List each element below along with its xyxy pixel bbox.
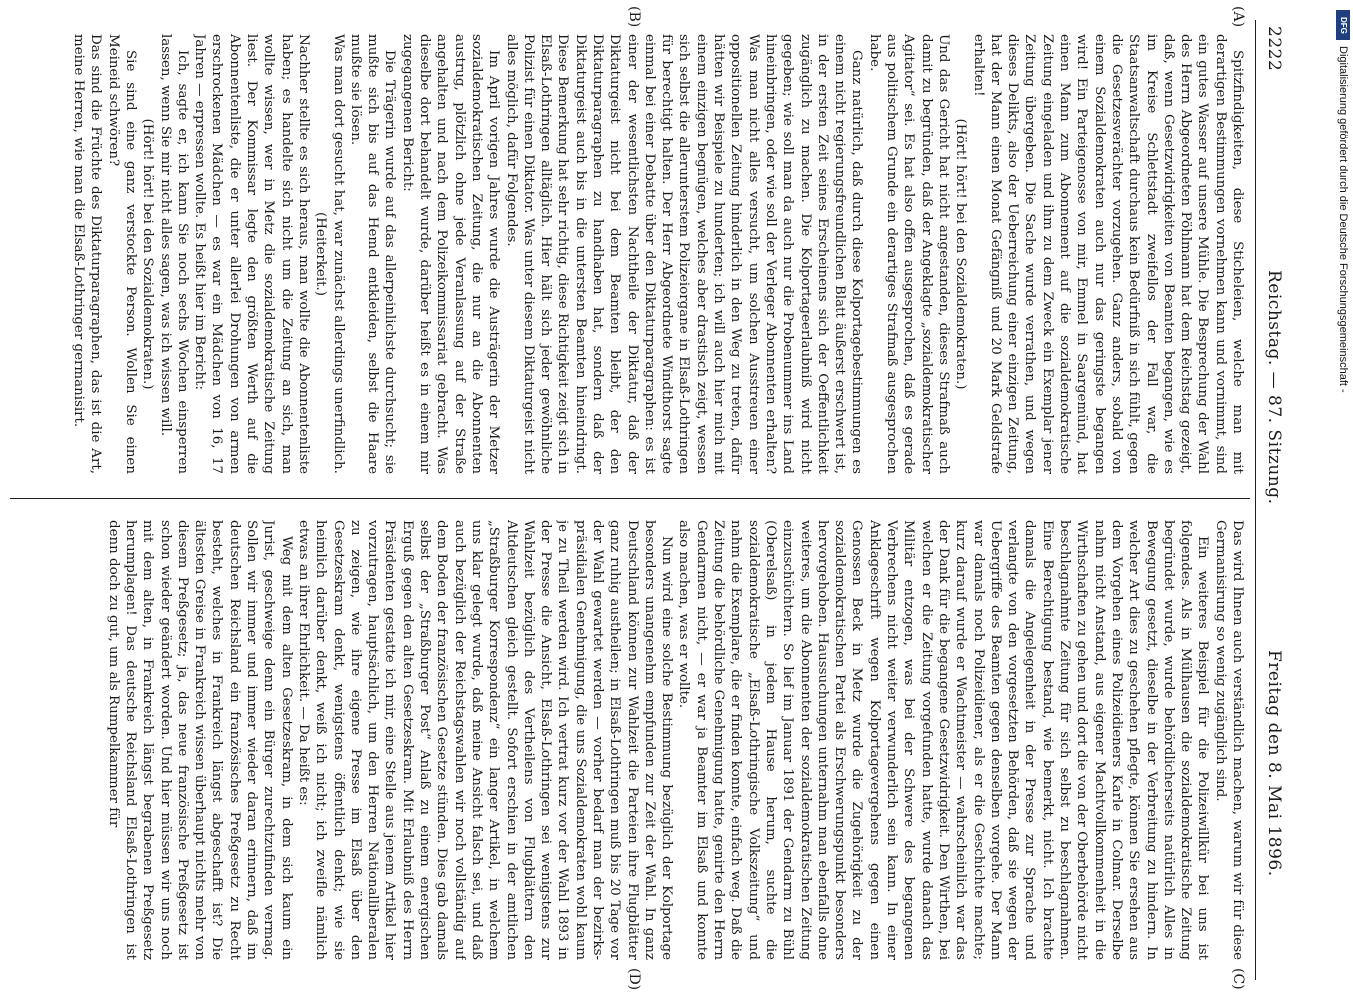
paragraph: Was man dort gesucht hat, war zunächst allerdings unerfindlich. bbox=[330, 34, 346, 474]
paragraph: (Heiterkeit.) bbox=[313, 212, 329, 296]
paragraph: Ein weiteres Beispiel für die Polizeiwillkür bei uns ist folgendes. Als in Mülhausen die sozialdemokratische Zeitung begründet wurde, wurde behördlicherseits natürlich Alles in Bewegung gesetzt, dieselbe in der Verbreitung zu hindern. In welcher Art dies zu geschehen pflegte, können Sie ersehen aus dem Vorgehen eines Polizeidieners Karle in Colmar. Derselbe nahm nicht Anstand, aus eigener Machtvollkommenheit in die Wirthschaften zu gehen und dort die von der Oberbehörde nicht beschlagnahmte Zeitung für sich selbst zu beschlagnahmen. Eine Berechtigung bestand, wie bemerkt, nicht. Ich brachte damals die Angelegenheit in der Presse zur Sprache und verlangte von den vorgesetzten Behörden, daß sie wegen der Uebergriffe des Beamten gegen denselben vorgehe. Der Mann war damals noch Polizeidiener, als er die Geschichte machte; kurz darauf wurde er Wachtmeister — wahrscheinlich war das der Dank für die begangene Gesetzwidrigkeit. Den Wirthen, bei welchen er die Zeitung vorgefunden hatte, wurde danach das Militär entzogen, was bei der Schwere des begangenen Verbrechens nicht weiter verwunderlich sein kann. In einer Anklageschrift wegen Kolportagevergehens gegen einen Genossen Beck in Metz wurde die Zugehörigkeit zu der sozialdemokratischen Partei als Erschwerungspunkt besonders hervorgehoben. Haussuchungen unternahm man ebenfalls ohne weiteres, um die Abonnenten der sozialdemokratischen Zeitung einzuschüchtern. So lief im Januar 1891 der Gendarm zu Bühl (Oberelsaß) in jedem Hause herum, suchte die sozialdemokratische „Elsaß-Lothringische Volkszeitung“ und nahm die Exemplare, die er finden konnte, einfach weg. Daß die Zeitung die behördliche Genehmigung hatte, genirte den Herrn Gendarmen nicht, — er war ja Beamter im Elsaß und konnte also machen, was er wollte. bbox=[676, 520, 1211, 960]
page-header bbox=[1256, 20, 1290, 980]
paragraph: (Hört! hört! bei den Sozialdemokraten.) bbox=[953, 118, 969, 390]
paragraph: Ich, sagte er, ich kann Sie noch sechs Wochen einsperren lassen, wenn Sie mir nicht alles sagen, was ich wissen will. bbox=[157, 34, 190, 474]
paragraph: Spitzfindigkeiten, diese Sticheleien, welche man mit derartigen Bestimmungen vornehmen kann und vornimmt, sind ein gutes Wasser auf unsere Mühle. Die Besprechung der Wahl des Herrn Abgeordneten Pöhlmann hat dem Reichstag gezeigt, daß, wenn Gesetzwidrigkeiten von Beamten begangen, wie es im Kreise Schlettstadt zweifellos der Fall war, die Staatsanwaltschaft durchaus kein Bedürfniß in sich fühlt, gegen die Gesetzesverächter vorzugehen. Ganz anders, sobald von einem Sozialdemokraten auch nur das geringste begangen wird! Ein Parteigenosse von mir, Emmel in Saargemünd, hat einen Mann zum Abonnement auf die sozialdemokratische Zeitung eingeladen und ihm zu dem Zweck ein Exemplar jener Zeitung übergeben. Die Sache wurde verrathen, und wegen dieses Delikts, also der Ueberreichung einer einzigen Zeitung, hat der Mann einen Monat Gefängniß und 20 Mark Geldstrafe erhalten! bbox=[970, 34, 1245, 474]
page-date: Freitag den 8. Mai 1896. bbox=[1264, 650, 1284, 877]
paragraph: Das wird Ihnen auch verständlich machen, warum wir für diese Germanisirung so wenig zugänglich sind. bbox=[1212, 520, 1245, 960]
dfg-logo: DFG bbox=[1336, 10, 1350, 40]
paragraph: Ganz natürlich, daß durch diese Kolportagebestimmungen es einem nicht regierungsfreundlichen Blatt äußerst erschwert ist, in der ersten Zeit seines Erscheinens sich der Oeffentlichkeit zugänglich zu machen. Die Kolportageerlaubniß wird nicht gegeben; wie soll man da auch nur die Probenummer ins Land hineinbringen, oder wie soll der Verleger Abonnenten erhalten? Was man nicht alles versucht, um solchen Ausstreuen einer oppositionellen Zeitung hinderlich in den Weg zu treten, dafür hätten wir Beispiele zu hunderten; ich will auch hier mich mit einem einzigen begnügen, welches aber drastisch zeigt, wessen sich selbst die allerunterstem Polizeiorgane in Elsaß-Lothringen für berechtigt halten. Der Herr Abgeordnete Windthorst sagte einmal bei einer Debatte über den Diktaturparagraphen: es ist einer der wesentlichsten Nachtheile der Diktatur, daß der Diktaturgeist nicht bei dem Beamten bleibt, der den Diktaturparagraphen zu handhaben hat, sondern daß der Diktaturgeist auch bis in die untersten Beamten hineindringt. Diese Bemerkung hat sehr richtig, diese Richtigkeit zeigt sich in Elsaß-Lothringen alltäglich. Hier hält sich jeder gewöhnliche Polizist für einen Diktator. Was unter diesem Diktaturgeist nicht alles möglich, dafür Folgendes. bbox=[503, 34, 865, 474]
paragraph: Nachher stellte es sich heraus, man wollte die Abonnentenliste haben; es handelte sich nicht um die Zeitung an sich, man wollte wissen, wer in Metz die sozialdemokratische Zeitung liest. Der Kommissar legte den größten Werth auf die Abonnentenliste, die er unter allerlei Drohungen von armen erschrockenen Mädchen — es war ein Mädchen von 16, 17 Jahren — erpressen wollte. Es heißt hier im Bericht: bbox=[192, 34, 311, 474]
margin-mark-c: (C) bbox=[1230, 968, 1246, 990]
page-number: 2222 bbox=[1264, 26, 1284, 72]
paragraph: Weg mit dem alten Gesetzeskram, in dem sich kaum ein Jurist, geschweige denn ein Bürger zurechtzufinden vermag. Sollen wir immer und immer wieder daran erinnern, daß im deutschen Reichsland ein französisches Preßgesetz zu Recht besteht, welches in Frankreich längst abgeschafft ist? Die ältesten Greise in Frankreich wissen überhaupt nichts mehr von diesem Preßgesetz; ja, das neue französische Preßgesetz ist schon wieder geändert worden. Und hier müssen wir uns noch mit dem alten, in Frankreich längst begrabenen Preßgesetz herumplagen! Das deutsche Reichsland Elsaß-Lothringen ist denn doch zu gut, um als Rumpelkammer für bbox=[105, 520, 294, 960]
paragraph: Die Trägerin wurde auf das allerpeinlichste durchsucht; sie mußte sich bis auf das Hemd entkleiden, selbst die Haare mußte sie lösen. bbox=[347, 34, 398, 474]
paragraph: Und das Gericht hat nicht angestanden, dieses Strafmaß auch damit zu begründen, daß der Angeklagte „sozialdemokratischer Agitator“ sei. Es hat also offen ausgesprochen, daß es gerade aus politischem Grunde ein derartiges Strafmaß ausgesprochen habe. bbox=[866, 34, 951, 474]
margin-mark-b: (B) bbox=[626, 6, 642, 28]
margin-mark-d: (D) bbox=[626, 968, 642, 991]
margin-mark-a: (A) bbox=[1230, 6, 1246, 28]
paragraph: Das sind die Früchte des Diktaturparagraphen, das ist die Art, meine Herren, wie man die Elsaß-Lothringer germanisirt. bbox=[71, 34, 104, 474]
page-title: Reichstag. — 87. Sitzung. bbox=[1264, 270, 1284, 505]
header-rule bbox=[1255, 20, 1256, 980]
right-column bbox=[10, 520, 1246, 960]
paragraph: Nun wird eine solche Bestimmung bezüglich der Kolportage besonders unangenehm empfunden zur Zeit der Wahl. In ganz Deutschland können zur Wahlzeit die Parteien ihre Flugblätter ganz ruhig austheilen; in Elsaß-Lothringen muß bis 20 Tage vor der Wahl gewartet werden — vorher bedarf man der bezirks-präsidialen Genehmigung, die uns Sozialdemokraten wohl kaum je zu Theil werden wird. Ich vertrat kurz vor der Wahl 1893 in der Presse die Ansicht, Elsaß-Lothringen sei wenigstens zur Wahlzeit bezüglich des Vertheilens von Flugblättern den Altdeutschen gleich gestellt. Sofort erschien in der amtlichen „Straßburger Korrespondenz“ ein langer Artikel, in welchem uns klar gelegt wurde, daß meine Ansicht falsch sei, und daß auch bezüglich der Reichstagswahlen wir noch vollständig auf dem Boden der französischen Gesetze stünden. Dies gab damals selbst der „Straßburger Post“ Anlaß zu einem energischen Erguß gegen den alten Gesetzeskram. Mit Erlaubniß des Herrn Präsidenten gestatte ich mir, eine Stelle aus jenem Artikel hier vorzutragen, hauptsächlich, um den Herren Nationalliberalen zu zeigen, wie ihre eigene Presse im Elsaß über den Gesetzeskram denkt, wenigstens öffentlich denkt; wie sie heimlich darüber denkt, weiß ich nicht; ich zweifle nämlich etwas an ihrer Ehrlichkeit. — Da heißt es: bbox=[295, 520, 675, 960]
left-column bbox=[10, 34, 1246, 474]
column-divider bbox=[10, 498, 1250, 499]
digitization-credit: Digitalisierung gefördert durch die Deutsche Forschungsgemeinschaft - bbox=[1337, 46, 1349, 393]
newspaper-page bbox=[5, 6, 1290, 991]
paragraph: Sie sind eine ganz verstockte Person. Wollen Sie einen Meineid schwören? bbox=[105, 34, 138, 474]
paragraph: Im April vorigen Jahres wurde die Austrägerin der Metzer sozialdemokratischen Zeitung, die nur an die Abonnenten austrug, plötzlich ohne jede Veranlassung auf der Straße angehalten und nach dem Polizeikommissariat gebracht. Was dieselbe dort behandelt wurde, darüber heißt es in einem mir zugegangenen Bericht: bbox=[399, 34, 502, 474]
paragraph: (Hört! hört! bei den Sozialdemokraten.) bbox=[140, 118, 156, 390]
